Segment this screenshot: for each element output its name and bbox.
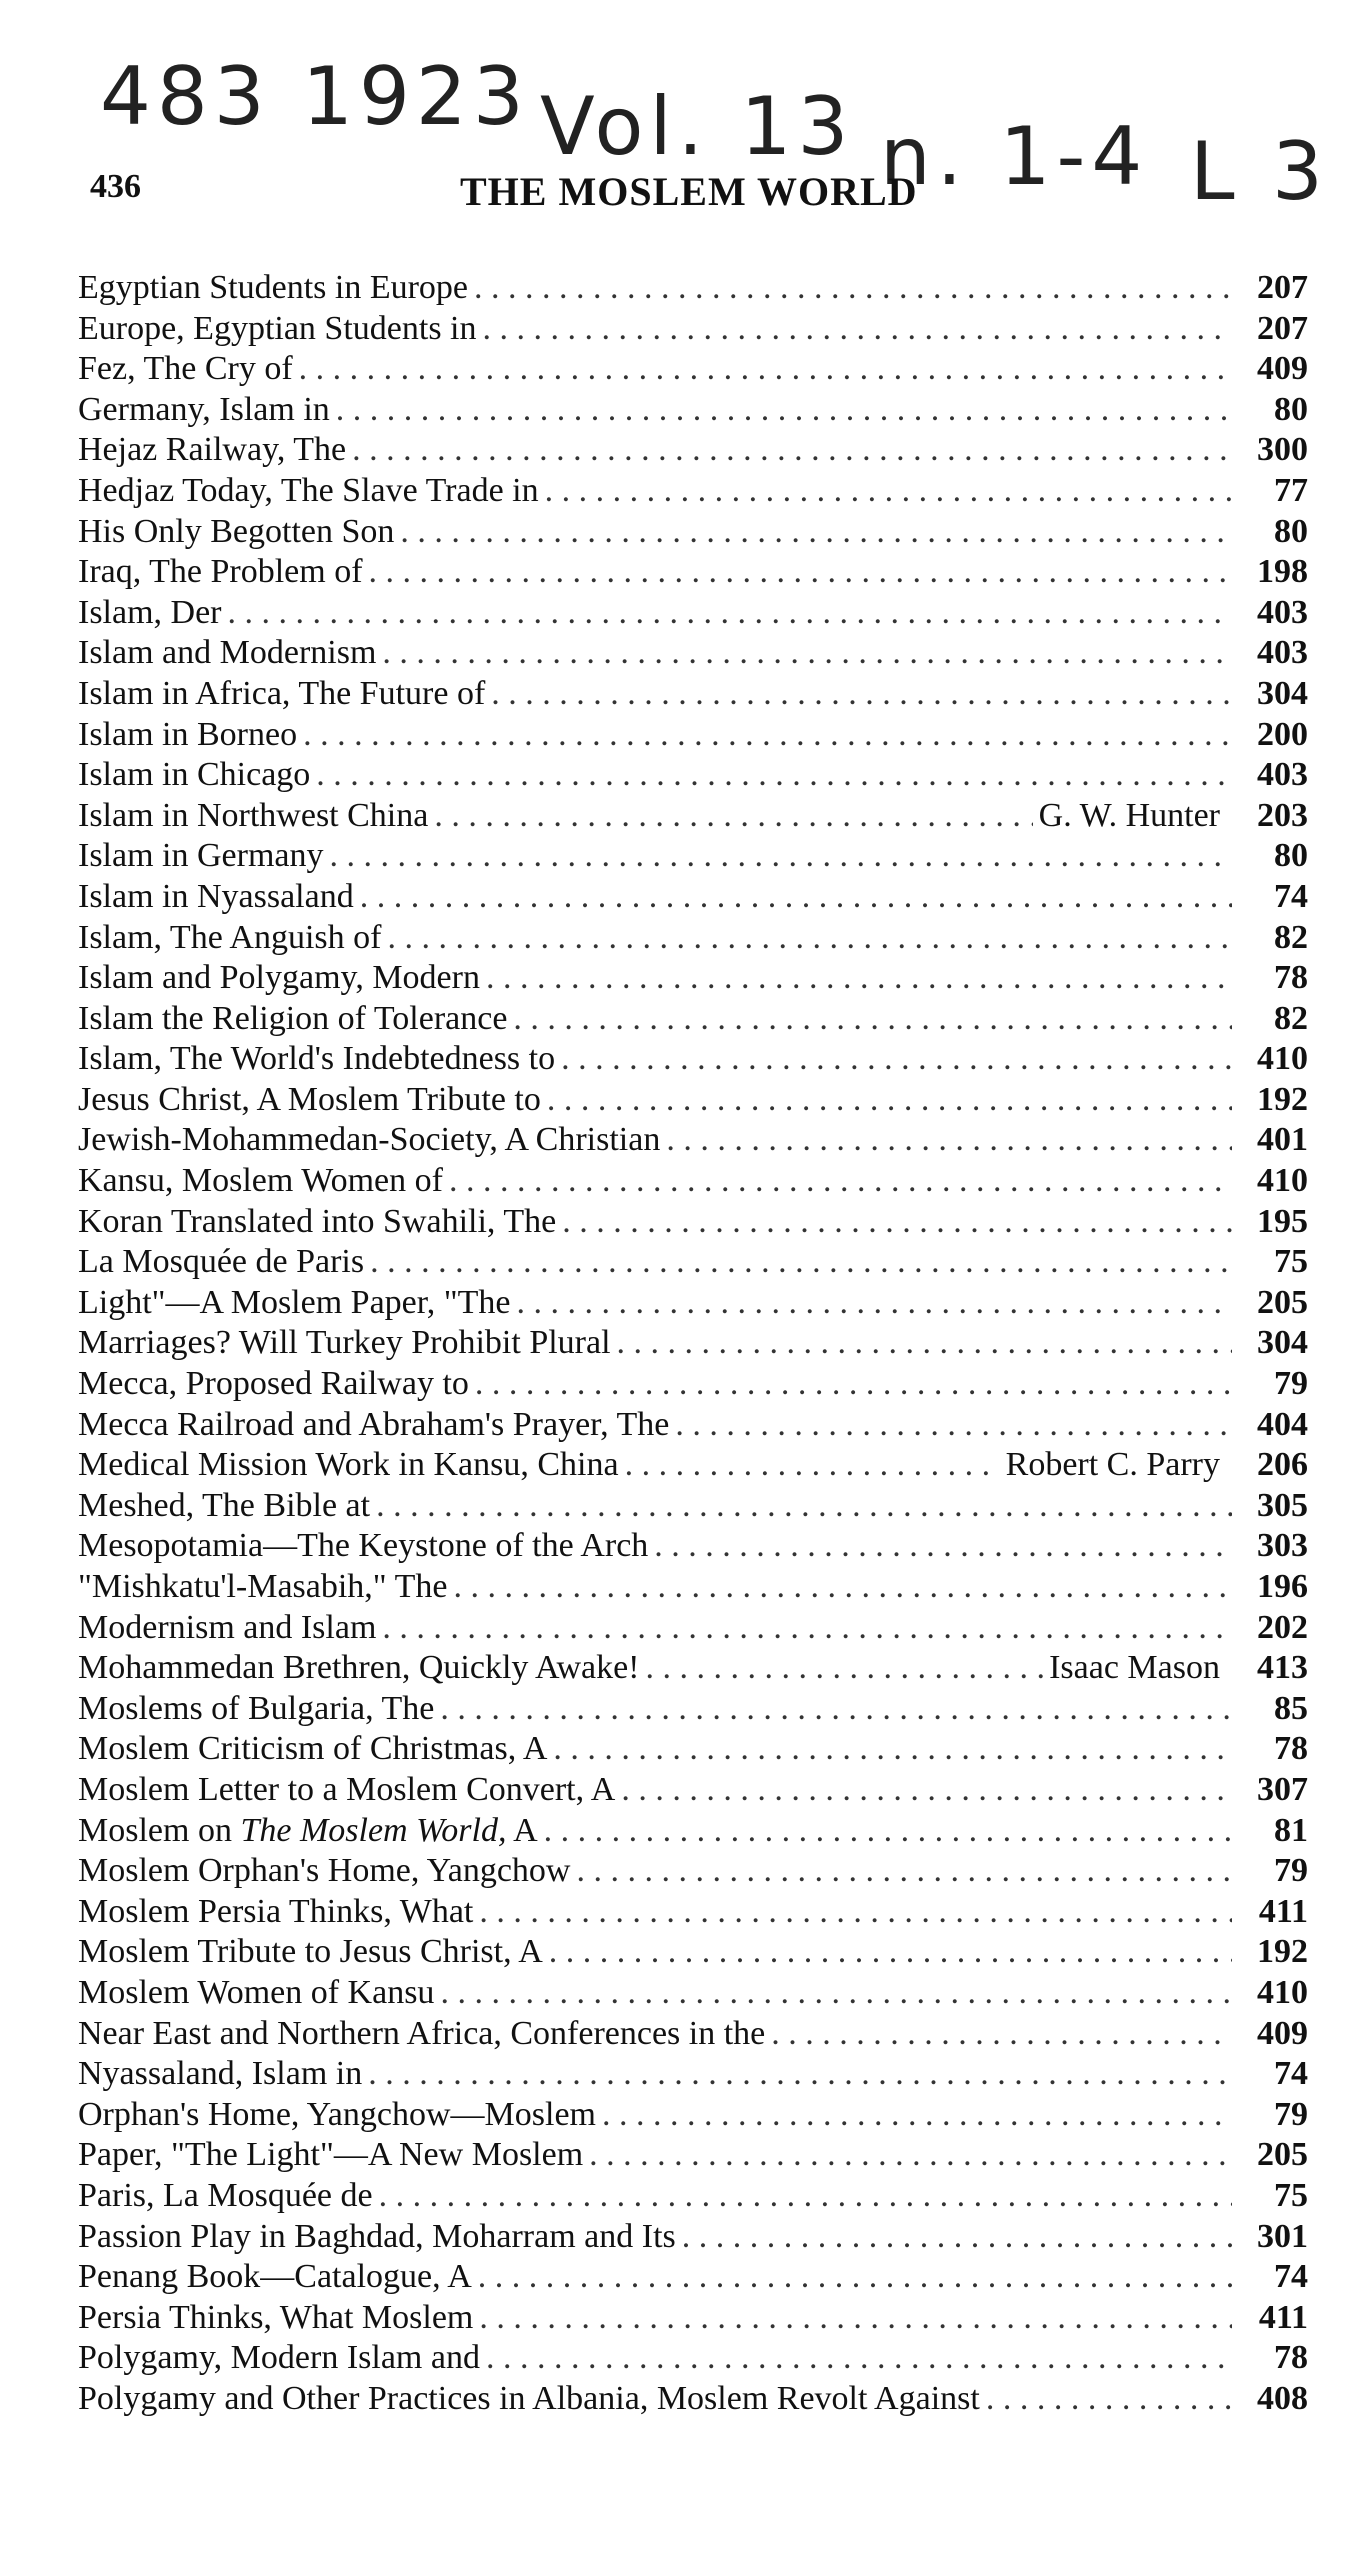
index-entry [78,2338,1308,2379]
dot-leader [682,2217,1232,2257]
entry-page-number: 307 [1257,1770,1308,1808]
entry-title: Near East and Northern Africa, Conferences in the [78,2014,766,2052]
index-entry [78,268,1308,309]
entry-page-number: 81 [1274,1811,1308,1849]
entry-title: His Only Begotten Son [78,512,395,550]
dot-leader [562,1202,1232,1242]
entry-page-number: 85 [1274,1689,1308,1727]
index-entry [78,390,1308,431]
entry-page-number: 78 [1274,1730,1308,1768]
index-entry [78,1689,1308,1730]
entry-page-number: 207 [1257,269,1308,306]
dot-leader [553,1729,1232,1769]
entry-title: Moslem Letter to a Moslem Convert, A [78,1770,616,1808]
entry-title: La Mosquée de Paris [78,1243,365,1281]
entry-title: Islam, The Anguish of [78,918,382,956]
entry-page-number: 78 [1274,2339,1308,2377]
entry-page-number: 75 [1274,2176,1308,2214]
entry-title: Islam in Nyassaland [78,877,354,915]
entry-title: Iraq, The Problem of [78,553,363,591]
entry-title: Mesopotamia—The Keystone of the Arch [78,1527,649,1565]
dot-leader [986,2379,1232,2419]
index-entry [78,1486,1308,1527]
dot-leader [549,1932,1232,1972]
entry-title: Moslem Criticism of Christmas, A [78,1730,548,1768]
entry-page-number: 410 [1257,1040,1308,1078]
dot-leader [491,674,1232,714]
index-entry [78,1039,1308,1080]
entry-page-number: 410 [1257,1162,1308,1200]
dot-leader [577,1851,1233,1891]
page-number: 436 [90,168,141,205]
dot-leader [483,309,1232,349]
annotation-volume: Vol. 13 [540,80,855,173]
dot-leader [646,1648,1044,1688]
index-entry [78,999,1308,1040]
annotation-shelf: L 3 [1190,125,1329,218]
entry-title: Islam the Religion of Tolerance [78,999,508,1037]
entry-page-number: 411 [1258,2298,1308,2336]
dot-leader [440,1689,1232,1729]
dot-leader [486,958,1232,998]
entry-page-number: 411 [1258,1892,1308,1930]
entry-page-number: 82 [1274,918,1308,956]
index-entry [78,633,1308,674]
dot-leader [316,755,1232,795]
entry-author: Isaac Mason [1049,1649,1220,1687]
dot-leader [400,512,1232,552]
entry-page-number: 79 [1274,1852,1308,1890]
index-entry [78,674,1308,715]
index-entry [78,1242,1308,1283]
dot-leader [336,390,1232,430]
entry-page-number: 403 [1257,756,1308,794]
entry-page-number: 403 [1257,634,1308,672]
entry-title: Kansu, Moslem Women of [78,1162,443,1200]
entry-page-number: 192 [1257,1933,1308,1971]
index-entry [78,1526,1308,1567]
index-entry [78,1445,1308,1486]
entry-title: Jesus Christ, A Moslem Tribute to [78,1080,541,1118]
index-entry [78,1120,1308,1161]
index-entry [78,2298,1308,2339]
dot-leader [478,2257,1232,2297]
dot-leader [602,2095,1232,2135]
entry-title: Fez, The Cry of [78,350,293,388]
entry-page-number: 300 [1257,431,1308,469]
entry-title: Orphan's Home, Yangchow—Moslem [78,2095,596,2133]
entry-page-number: 74 [1274,2055,1308,2093]
dot-leader [382,633,1232,673]
dot-leader [479,2298,1232,2338]
entry-page-number: 303 [1257,1527,1308,1565]
entry-page-number: 206 [1257,1446,1308,1484]
dot-leader [516,1283,1232,1323]
entry-page-number: 409 [1257,350,1308,388]
index-entry [78,1932,1308,1973]
entry-title-prefix: Moslem on [78,1811,241,1849]
index-entry [78,1080,1308,1121]
entry-title: Moslem Persia Thinks, What [78,1892,474,1930]
entry-title: Paper, "The Light"—A New Moslem [78,2136,584,2174]
entry-title: Penang Book—Catalogue, A [78,2258,472,2296]
index-entry [78,958,1308,999]
dot-leader [666,1120,1232,1160]
dot-leader [369,552,1232,592]
entry-page-number: 403 [1257,593,1308,631]
index-entry [78,1283,1308,1324]
index-entry [78,796,1308,837]
index-entry [78,877,1308,918]
index-entry [78,1892,1308,1933]
entry-page-number: 410 [1257,1973,1308,2011]
entry-author: G. W. Hunter [1038,796,1220,834]
entry-page-number: 409 [1257,2014,1308,2052]
dot-leader [654,1526,1232,1566]
entry-title: "Mishkatu'l-Masabih," The [78,1568,448,1605]
annotation-issues: n. 1-4 [880,110,1149,203]
index-entry [78,1364,1308,1405]
index-entry [78,1851,1308,1892]
entry-title: Passion Play in Baghdad, Moharram and Its [78,2217,676,2255]
dot-leader [370,1242,1232,1282]
dot-leader [434,796,1032,836]
dot-leader [299,349,1232,389]
index-entry [78,593,1308,634]
index-entry [78,2054,1308,2095]
entry-title: Islam, The World's Indebtedness to [78,1040,556,1078]
entry-title: Mohammedan Brethren, Quickly Awake! [78,1649,640,1687]
entry-title: Islam and Modernism [78,634,377,672]
entry-title: Light"—A Moslem Paper, "The [78,1283,511,1321]
dot-leader [352,430,1232,470]
index-entry [78,1405,1308,1446]
entry-page-number: 305 [1257,1486,1308,1524]
entry-title: Islam in Germany [78,837,324,875]
entry-page-number: 74 [1274,877,1308,915]
entry-title: Mecca, Proposed Railway to [78,1365,469,1403]
dot-leader [675,1405,1232,1445]
entry-page-number: 205 [1257,2136,1308,2174]
dot-leader [303,715,1232,755]
index-entry [78,1161,1308,1202]
dot-leader [330,836,1233,876]
index-entry [78,1202,1308,1243]
index-entry [78,1770,1308,1811]
dot-leader [382,1608,1232,1648]
index-list [78,268,1308,2419]
entry-title: Hedjaz Today, The Slave Trade in [78,471,539,509]
entry-page-number: 203 [1257,796,1308,834]
entry-title: Germany, Islam in [78,390,330,428]
entry-title: Jewish-Mohammedan-Society, A Christian [78,1121,661,1159]
entry-title: Islam, Der [78,593,222,631]
index-entry [78,1323,1308,1364]
dot-leader [513,999,1232,1039]
index-entry [78,2135,1308,2176]
dot-leader [617,1323,1232,1363]
entry-title: Moslems of Bulgaria, The [78,1689,435,1727]
dot-leader [368,2054,1232,2094]
index-entry [78,1973,1308,2014]
entry-page-number: 196 [1257,1568,1308,1605]
index-entry [78,2257,1308,2298]
index-entry [78,755,1308,796]
entry-page-number: 301 [1257,2217,1308,2255]
entry-page-number: 413 [1257,1649,1308,1687]
dot-leader [440,1973,1232,2013]
entry-page-number: 195 [1257,1202,1308,1240]
entry-title: Egyptian Students in Europe [78,269,469,306]
entry-title: Polygamy, Modern Islam and [78,2339,480,2377]
entry-page-number: 80 [1274,837,1308,875]
index-entry [78,2379,1308,2420]
index-entry [78,1648,1308,1689]
entry-page-number: 80 [1274,390,1308,428]
index-entry [78,349,1308,390]
dot-leader [561,1039,1232,1079]
index-entry [78,512,1308,553]
entry-page-number: 80 [1274,512,1308,550]
entry-title: Islam in Northwest China [78,796,429,834]
entry-page-number: 401 [1257,1121,1308,1159]
index-entry [78,715,1308,756]
entry-title: Moslem Tribute to Jesus Christ, A [78,1933,543,1971]
entry-page-number: 79 [1274,1365,1308,1403]
dot-leader [545,471,1232,511]
entry-title: Europe, Egyptian Students in [78,309,477,347]
dot-leader [376,1486,1232,1526]
entry-title: Meshed, The Bible at [78,1486,371,1524]
entry-title-suffix: A [506,1811,538,1849]
entry-title: Medical Mission Work in Kansu, China [78,1446,619,1484]
dot-leader [621,1770,1232,1810]
index-entry [78,1811,1308,1852]
entry-title: Islam in Borneo [78,715,298,753]
entry-title-italic: The Moslem World, [240,1811,507,1849]
dot-leader [228,593,1232,633]
index-entry [78,309,1308,350]
entry-title: Moslem Women of Kansu [78,1973,435,2011]
entry-page-number: 192 [1257,1080,1308,1118]
page-header [90,168,1240,228]
entry-page-number: 77 [1274,471,1308,509]
entry-page-number: 304 [1257,1324,1308,1362]
entry-title: Marriages? Will Turkey Prohibit Plural [78,1324,611,1362]
entry-title: Moslem Orphan's Home, Yangchow [78,1852,571,1890]
index-entry [78,2217,1308,2258]
annotation-call-number: 483 1923 [100,50,530,143]
entry-title: Hejaz Railway, The [78,431,347,469]
entry-title: Modernism and Islam [78,1608,377,1646]
entry-title [78,1811,538,1851]
dot-leader [474,268,1232,308]
entry-page-number: 79 [1274,2095,1308,2133]
entry-page-number: 78 [1274,959,1308,997]
index-entry [78,2014,1308,2055]
index-entry [78,1567,1308,1608]
dot-leader [544,1811,1232,1851]
entry-page-number: 198 [1257,553,1308,591]
index-entry [78,1608,1308,1649]
entry-page-number: 75 [1274,1243,1308,1281]
dot-leader [479,1892,1232,1932]
index-entry [78,1729,1308,1770]
index-entry [78,430,1308,471]
index-entry [78,918,1308,959]
index-entry [78,2176,1308,2217]
dot-leader [589,2135,1232,2175]
index-entry [78,2095,1308,2136]
entry-page-number: 404 [1257,1405,1308,1443]
entry-page-number: 74 [1274,2258,1308,2296]
index-entry [78,836,1308,877]
entry-page-number: 82 [1274,999,1308,1037]
index-entry [78,552,1308,593]
entry-title: Persia Thinks, What Moslem [78,2298,474,2336]
dot-leader [360,877,1232,917]
dot-leader [475,1364,1232,1404]
entry-title: Mecca Railroad and Abraham's Prayer, The [78,1405,670,1443]
dot-leader [547,1080,1232,1120]
entry-author: Robert C. Parry [1005,1446,1220,1484]
entry-page-number: 202 [1257,1608,1308,1646]
index-entry [78,471,1308,512]
running-title: THE MOSLEM WORLD [460,169,918,214]
dot-leader [379,2176,1232,2216]
entry-page-number: 304 [1257,674,1308,712]
entry-page-number: 408 [1257,2379,1308,2417]
dot-leader [771,2014,1232,2054]
entry-title: Koran Translated into Swahili, The [78,1202,557,1240]
dot-leader [486,2338,1232,2378]
entry-title: Islam in Africa, The Future of [78,674,486,712]
entry-title: Paris, La Mosquée de [78,2176,373,2214]
entry-title: Islam in Chicago [78,756,311,794]
entry-page-number: 205 [1257,1283,1308,1321]
entry-title: Islam and Polygamy, Modern [78,959,480,997]
dot-leader [449,1161,1232,1201]
entry-page-number: 207 [1257,309,1308,347]
dot-leader [625,1445,1000,1485]
dot-leader [453,1567,1232,1607]
entry-page-number: 200 [1257,715,1308,753]
entry-title: Polygamy and Other Practices in Albania, Moslem Revolt Against [78,2379,980,2417]
entry-title: Nyassaland, Islam in [78,2055,363,2093]
dot-leader [387,918,1232,958]
